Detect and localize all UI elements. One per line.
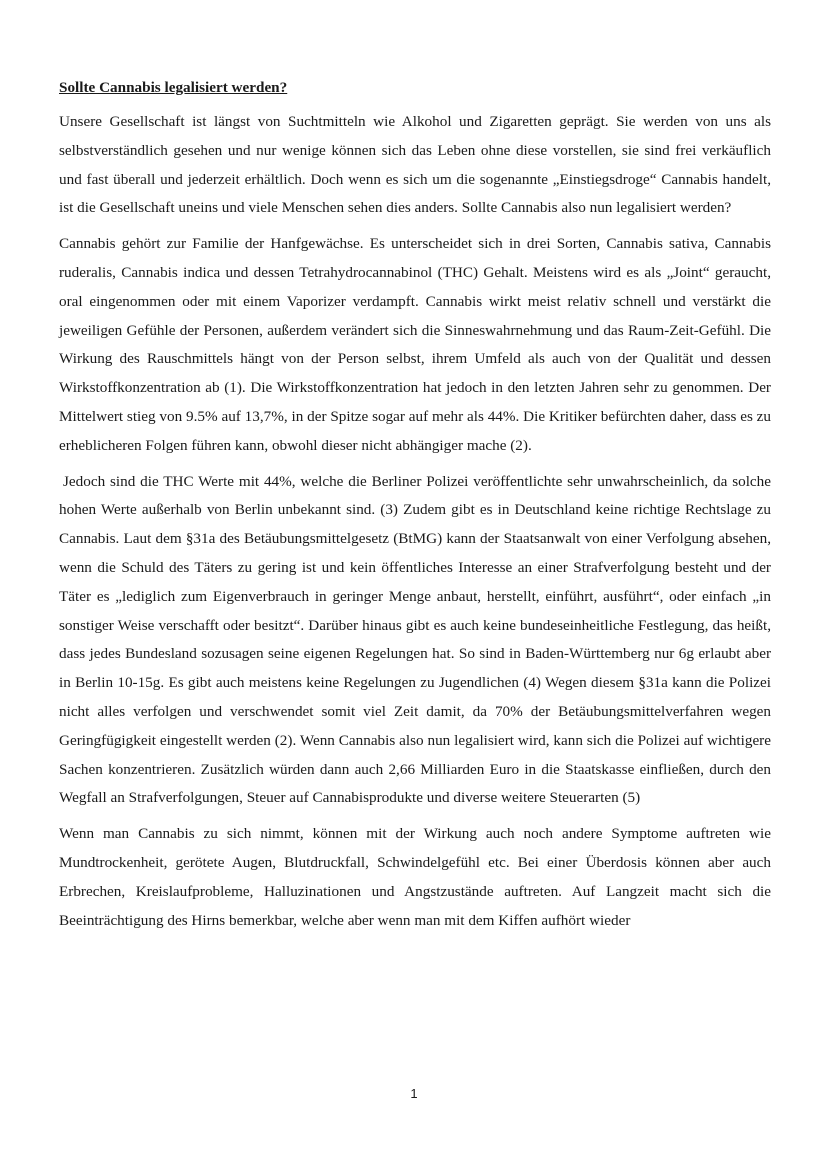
page-number: 1 (410, 1086, 418, 1101)
document-body (59, 78, 771, 942)
paragraph-intro: Unsere Gesellschaft ist längst von Suchtmitteln wie Alkohol und Zigaretten geprägt. Sie werden von uns als selbstverständlich gesehen und nur wenige können sich das Leben ohne diese vorstellen, sie sind frei verkäuflich und fast überall und jederzeit erhältlich. Doch wenn es sich um die sogenannte „Einstiegsdroge“ Cannabis handelt, ist die Gesellschaft uneins und viele Menschen sehen dies anders. Sollte Cannabis also nun legalisiert werden? (59, 113, 771, 217)
document-title: Sollte Cannabis legalisiert werden? (59, 79, 288, 96)
paragraph-legal-situation: Jedoch sind die THC Werte mit 44%, welche die Berliner Polizei veröffentlichte sehr unwahrscheinlich, da solche hohen Werte außerhalb von Berlin unbekannt sind. (3) Zudem gibt es in Deutschland keine richtige Rechtslage zu Cannabis. Laut dem §31a des Betäubungsmittelgesetz (BtMG) kann der Staatsanwalt von einer Verfolgung absehen, wenn die Schuld des Täters zu gering ist und kein öffentliches Interesse an einer Strafverfolgung besteht und der Täter es „lediglich zum Eigenverbrauch in geringer Menge anbaut, herstellt, einführt, ausführt“, oder einfach „in sonstiger Weise verschafft oder besitzt“. Darüber hinaus gibt es auch keine bundeseinheitliche Festlegung, das heißt, dass jedes Bundesland sozusagen seine eigenen Regelungen hat. So sind in Baden-Württemberg nur 6g erlaubt aber in Berlin 10-15g. Es gibt auch meistens keine Regelungen zu Jugendlichen (4) Wegen diesem §31a kann die Polizei nicht alles verfolgen und verschwendet somit viel Zeit damit, da 70% der Betäubungsmittelverfahren wegen Geringfügigkeit eingestellt werden (2). Wenn Cannabis also nun legalisiert wird, kann sich die Polizei auf wichtigere Sachen konzentrieren. Zusätzlich würden dann auch 2,66 Milliarden Euro in die Staatskasse einfließen, durch den Wegfall an Strafverfolgungen, Steuer auf Cannabisprodukte und diverse weitere Steuerarten (5) (59, 472, 771, 807)
paragraph-cannabis-overview: Cannabis gehört zur Familie der Hanfgewächse. Es unterscheidet sich in drei Sorten, Cannabis sativa, Cannabis ruderalis, Cannabis indica und dessen Tetrahydrocannabinol (THC) Gehalt. Meistens wird es als „Joint“ geraucht, oral eingenommen oder mit einem Vaporizer verdampft. Cannabis wirkt meist relativ schnell und verstärkt die jeweiligen Gefühle der Personen, außerdem verändert sich die Sinneswahrnehmung und das Raum-Zeit-Gefühl. Die Wirkung des Rauschmittels hängt von der Person selbst, ihrem Umfeld als auch von der Qualität und dessen Wirkstoffkonzentration ab (1). Die Wirkstoffkonzentration hat jedoch in den letzten Jahren sehr zu genommen. Der Mittelwert stieg von 9.5% auf 13,7%, in der Spitze sogar auf mehr als 44%. Die Kritiker befürchten daher, dass es zu erheblicheren Folgen führen kann, obwohl dieser nicht abhängiger mache (2). (59, 235, 771, 454)
paragraph-symptoms: Wenn man Cannabis zu sich nimmt, können mit der Wirkung auch noch andere Symptome auftreten wie Mundtrockenheit, gerötete Augen, Blutdruckfall, Schwindelgefühl etc. Bei einer Überdosis können aber auch Erbrechen, Kreislaufprobleme, Halluzinationen und Angstzustände auftreten. Auf Langzeit macht sich die Beeinträchtigung des Hirns bemerkbar, welche aber wenn man mit dem Kiffen aufhört wieder (59, 825, 771, 929)
